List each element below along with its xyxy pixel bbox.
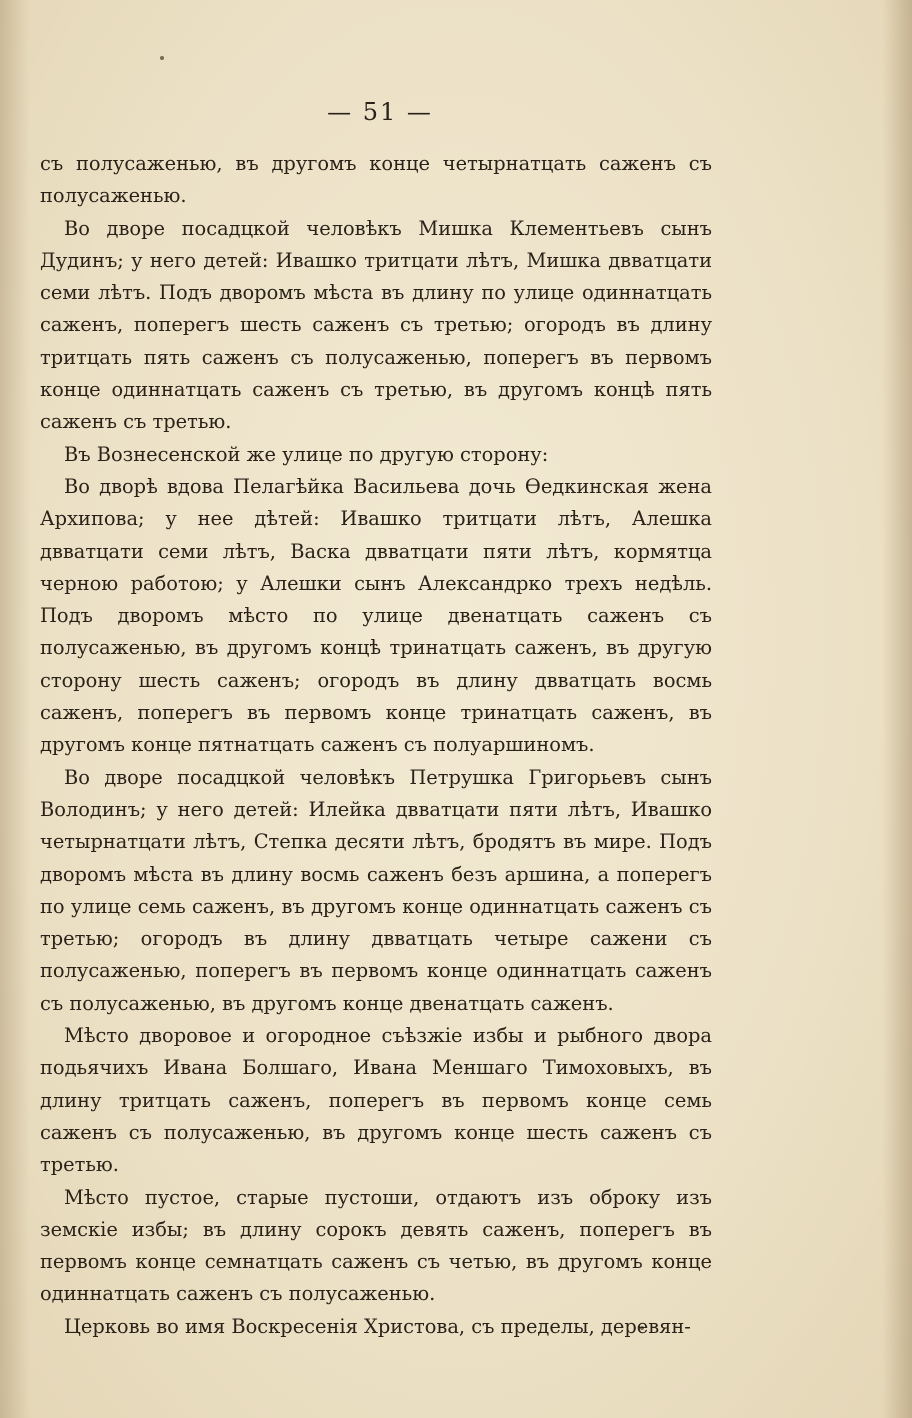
page-number: — 51 — [327,98,433,126]
paragraph: Во дворе посадцкой человѣкъ Петрушка Григорьевъ сынъ Володинъ; у него детей: Илейка двватцати пяти лѣтъ, Ивашко четырнатцати лѣтъ, Степка десяти лѣтъ, бродятъ въ мире. Подъ дворомъ мѣста въ длину восмь саженъ безъ аршина, а поперегъ по улице семь саженъ, въ другомъ конце одиннатцать саженъ съ третью; огородъ въ длину двватцать четыре сажени съ полусаженью, поперегъ въ первомъ конце одиннатцать саженъ съ полусаженью, въ другомъ конце двенатцать саженъ. [40,765,712,1015]
paragraph: Мѣсто пустое, старые пустоши, отдаютъ изъ оброку изъ земскіе избы; въ длину сорокъ девять саженъ, поперегъ въ первомъ конце семнатцать саженъ съ четью, въ другомъ конце одиннатцать саженъ съ полусаженью. [40,1185,712,1306]
paragraph: Въ Вознесенской же улице по другую сторону: [64,442,549,466]
ink-speck [160,56,164,60]
paragraph: Во дворе посадцкой человѣкъ Мишка Клементьевъ сынъ Дудинъ; у него детей: Ивашко тритцати лѣтъ, Мишка двватцати семи лѣтъ. Подъ дворомъ мѣста въ длину по улице одиннатцать саженъ, поперегъ шесть саженъ съ третью; огородъ въ длину тритцать пять саженъ съ полусаженью, поперегъ въ первомъ конце одиннатцать саженъ съ третью, въ другомъ концѣ пять саженъ съ третью. [40,216,712,434]
paragraph: Церковь во имя Воскресенія Христова, съ пределы, деревян- [64,1314,691,1338]
paragraph: съ полусаженью, въ другомъ конце четырнатцать саженъ съ полусаженью. [40,152,712,208]
page-edge-shadow-right [882,0,912,1418]
page-edge-shadow-left [0,0,30,1418]
body-text [40,148,712,1343]
paragraph: Мѣсто дворовое и огородное съѣзжіе избы и рыбного двора подьячихъ Ивана Болшаго, Ивана Меншаго Тимоховыхъ, въ длину тритцать саженъ, поперегъ въ первомъ конце семь саженъ съ полусаженью, въ другомъ конце шесть саженъ съ третью. [40,1024,712,1177]
paragraph: Во дворѣ вдова Пелагѣйка Васильева дочь Ѳедкинская жена Архипова; у нее дѣтей: Ивашко тритцати лѣтъ, Алешка двватцати семи лѣтъ, Васка двватцати пяти лѣтъ, кормятца черною работою; у Алешки сынъ Александрко трехъ недѣль. Подъ дворомъ мѣсто по улице двенатцать саженъ съ полусаженью, въ другомъ концѣ тринатцать саженъ, въ другую сторону шесть саженъ; огородъ въ длину двватцать восмь саженъ, поперегъ въ первомъ конце тринатцать саженъ, въ другомъ конце пятнатцать саженъ съ полуаршиномъ. [40,474,712,757]
